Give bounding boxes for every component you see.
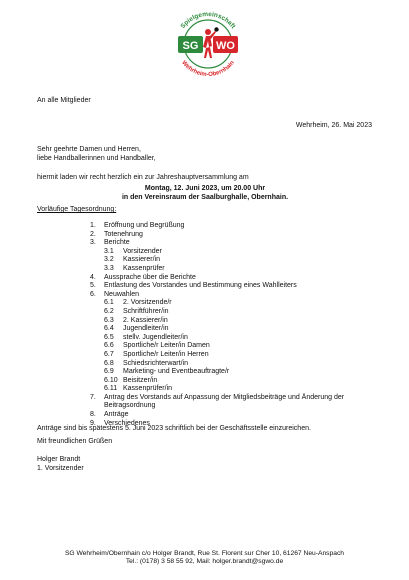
signature-role: 1. Vorsitzender: [37, 465, 84, 472]
agenda-subitem: [104, 377, 380, 386]
agenda-subitem: [104, 360, 380, 369]
agenda-item-text: Neuwahlen: [104, 290, 140, 298]
agenda-subitem: [104, 385, 380, 394]
agenda-item-number: 6.: [90, 290, 96, 298]
agenda-subitem-text: Kassierer/in: [123, 256, 160, 264]
agenda-item-text: Berichte: [104, 239, 130, 247]
agenda-item: [90, 291, 380, 300]
signature: [37, 455, 84, 473]
agenda-list: [90, 222, 380, 428]
salutation: [37, 145, 377, 163]
signature-name: Holger Brandt: [37, 456, 81, 463]
agenda-subitem-number: 6.8: [104, 359, 114, 367]
agenda-subitem: [104, 342, 380, 351]
agenda-subitem-number: 6.7: [104, 350, 114, 358]
agenda-subitem: [104, 256, 380, 265]
footer-contact: Tel.: (0178) 3 58 55 92, Mail: holger.brandt@sgwo.de: [125, 558, 284, 565]
agenda-subitem: [104, 317, 380, 326]
agenda-item: [90, 394, 380, 411]
logo-top-text: Spielgemeinschaft: [179, 10, 237, 31]
agenda-subitem-text: 2. Vorsitzende/r: [123, 299, 172, 307]
agenda-item-text: Anträge: [104, 411, 129, 419]
agenda-item-number: 1.: [90, 222, 96, 229]
agenda-subitem-text: 2. Kassierer/in: [123, 316, 168, 324]
recipient: An alle Mitglieder: [37, 97, 91, 104]
agenda-item-text: Aussprache über die Berichte: [104, 273, 196, 281]
invitation-text: hiermit laden wir recht herzlich ein zur Jahreshauptversammlung am: [37, 174, 249, 181]
agenda-item: [90, 282, 380, 291]
agenda-subitem-text: Jugendleiter/in: [123, 325, 169, 333]
agenda-subitem-number: 6.9: [104, 368, 114, 376]
agenda-subitem-number: 3.1: [104, 247, 114, 255]
agenda-subitem-text: Kassenprüfer/in: [123, 385, 173, 393]
agenda-subitem: [104, 368, 380, 377]
agenda-subitem-text: Sportliche/r Leiter/in Damen: [123, 342, 210, 350]
footer: [0, 550, 409, 566]
agenda-subitem-number: 6.2: [104, 307, 114, 315]
event-details: [37, 184, 373, 202]
agenda-item-number: 8.: [90, 411, 96, 419]
agenda-subitem: [104, 325, 380, 334]
logo-bottom-text: Wehrheim-Obernhain: [180, 59, 236, 78]
closing: Mit freundlichen Grüßen: [37, 438, 113, 445]
agenda-subitem-number: 6.6: [104, 342, 114, 350]
footer-address: SG Wehrheim/Obernhain c/o Holger Brandt, Rue St. Florent sur Cher 10, 61267 Neu-Anspach: [64, 550, 345, 557]
agenda-subitem-text: Schriftführer/in: [123, 307, 169, 315]
agenda-subitem-text: Beisitzer/in: [123, 376, 158, 384]
agenda-item-text: Totenehrung: [104, 230, 143, 238]
agenda-subitem: [104, 334, 380, 343]
agenda-subitem: [104, 248, 380, 257]
event-date: Montag, 12. Juni 2023, um 20.00 Uhr: [144, 185, 266, 192]
agenda-item-number: 9.: [90, 419, 96, 427]
agenda-item-text: Entlastung des Vorstandes und Bestimmung eines Wahlleiters: [104, 282, 297, 290]
agenda-item-number: 5.: [90, 282, 96, 290]
agenda-subitem-number: 6.3: [104, 316, 114, 324]
agenda-item-text: Verschiedenes: [104, 419, 150, 427]
salutation-line: liebe Handballerinnen und Handballer,: [37, 155, 156, 162]
logo-left-text: SG: [182, 40, 199, 52]
agenda-subitem-number: 6.11: [104, 385, 118, 393]
agenda-subitem-text: Kassenprüfer: [123, 264, 165, 272]
agenda-subitem-text: stellv. Jugendleiter/in: [123, 333, 188, 341]
agenda-subitem-text: Vorsitzender: [123, 247, 162, 255]
agenda-item-text: Antrag des Vorstands auf Anpassung der Mitgliedsbeiträge und Änderung der Beitragsordnung: [104, 393, 345, 410]
agenda-item: [90, 411, 380, 420]
logo-right-text: WO: [216, 40, 235, 52]
agenda-subitem: [104, 351, 380, 360]
agenda-item-text: Eröffnung und Begrüßung: [104, 222, 185, 229]
agenda-subitem-text: Sportliche/r Leiter/in Herren: [123, 350, 209, 358]
agenda-subitem-number: 6.4: [104, 325, 114, 333]
event-place: in den Vereinsraum der Saalburghalle, Obernhain.: [121, 194, 289, 201]
agenda-item-number: 4.: [90, 273, 96, 281]
agenda-item-number: 7.: [90, 393, 96, 401]
agenda-subitem-number: 6.10: [104, 376, 118, 384]
agenda-title: Vorläufige Tagesordnung:: [37, 206, 117, 213]
salutation-line: Sehr geehrte Damen und Herren,: [37, 146, 141, 153]
club-logo: [168, 6, 248, 78]
agenda-item-number: 2.: [90, 230, 96, 238]
agenda-subitem-number: 3.2: [104, 256, 114, 264]
deadline-note: Anträge sind bis spätestens 5. Juni 2023 schriftlich bei der Geschäftsstelle einzureichen.: [37, 425, 311, 432]
agenda-subitem: [104, 308, 380, 317]
handball-icon: [214, 27, 218, 31]
agenda-subitem: [104, 265, 380, 274]
agenda-item: [90, 231, 380, 240]
agenda-subitem-number: 6.1: [104, 299, 114, 307]
agenda-subitem-number: 3.3: [104, 264, 114, 272]
agenda-item: [90, 274, 380, 283]
agenda-subitem-text: Schiedsrichterwart/in: [123, 359, 188, 367]
agenda-subitem-number: 6.5: [104, 333, 114, 341]
agenda-item-number: 3.: [90, 239, 96, 247]
agenda-subitem-text: Marketing- und Eventbeauftragte/r: [123, 368, 230, 376]
agenda-item: [90, 222, 380, 231]
agenda-item: [90, 239, 380, 248]
agenda-subitem: [104, 299, 380, 308]
letter-date: Wehrheim, 26. Mai 2023: [295, 122, 372, 129]
